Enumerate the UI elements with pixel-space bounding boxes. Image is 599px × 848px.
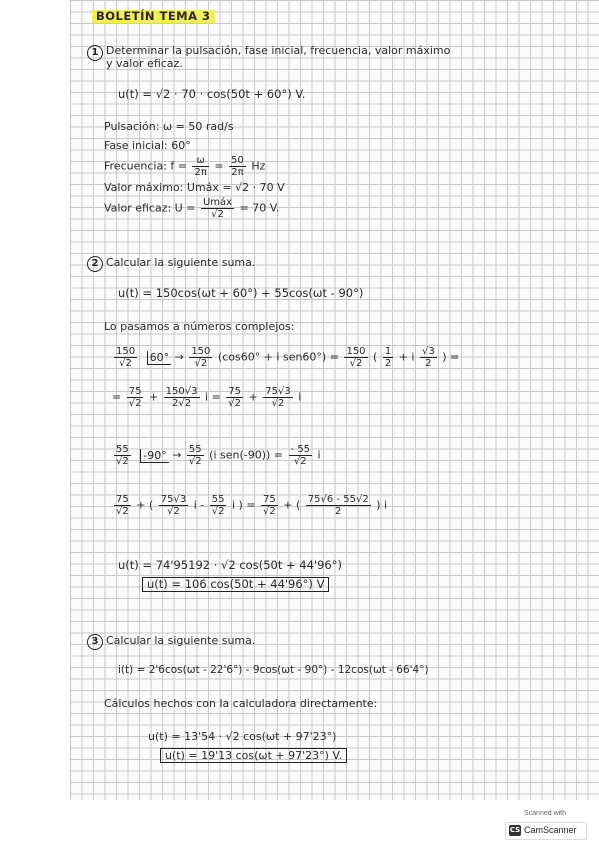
frecuencia-unit: Hz [251, 159, 266, 173]
frac-den: √2 [228, 398, 242, 409]
fraction [261, 494, 278, 517]
arrow: → [174, 350, 184, 364]
eficaz-result: = 70 V. [239, 201, 280, 215]
frac-num: ω [192, 155, 208, 167]
plus-open: + ( [136, 498, 154, 512]
scanned-with-text: Scanned with [523, 810, 567, 817]
fraction [114, 444, 131, 467]
maximo-line: Valor máximo: Umáx = √2 · 70 V [104, 181, 285, 194]
frac-den: 2π [231, 167, 244, 178]
arrow: → [172, 448, 182, 462]
frac-num: 55 [211, 494, 225, 505]
fase-line: Fase inicial: 60° [104, 139, 191, 152]
i-equals: i = [205, 390, 221, 404]
frac-den: √2 [119, 358, 132, 369]
frac-num: 150 [191, 346, 211, 357]
frac-num: 150 [116, 346, 136, 357]
frac-den: √2 [128, 398, 142, 409]
section-2-equation: u(t) = 150cos(ωt + 60°) + 55cos(ωt - 90°) [118, 286, 364, 300]
eficaz-fraction [201, 197, 234, 220]
frac-num: 75√3 [265, 386, 291, 397]
frac-num: √3 [422, 346, 435, 357]
section-1-heading-line1: Determinar la pulsación, fase inicial, frecuencia, valor máximo [106, 44, 451, 57]
frac-num: 75√3 [160, 494, 187, 505]
close-paren: ) = [442, 350, 460, 364]
frecuencia-fraction [192, 155, 208, 178]
fraction [263, 386, 292, 409]
eficaz-label: Valor eficaz: U = [104, 201, 196, 215]
section-3-result-1: u(t) = 13'54 · √2 cos(ωt + 97'23°) [148, 730, 337, 743]
frecuencia-line [104, 155, 265, 178]
section-3-heading: Calcular la siguiente suma. [106, 634, 256, 647]
fraction [164, 386, 200, 409]
frac-den: 2 [335, 506, 342, 517]
fraction [159, 494, 188, 517]
section-3-result-boxed: u(t) = 19'13 cos(ωt + 97'23°) V. [160, 748, 347, 763]
complex-line-1 [112, 346, 459, 369]
paren-expression: (cos60° + i sen60°) = [217, 350, 339, 364]
frac-den: √2 [116, 506, 129, 517]
fraction [383, 346, 393, 369]
i-close: i ) = [231, 498, 256, 512]
fraction [187, 444, 204, 467]
section-3-note: Cálculos hechos con la calculadora directamente: [104, 697, 378, 710]
camscanner-brand-text: CamScanner [524, 825, 577, 835]
frac-num: 55 [116, 444, 129, 455]
frac-num: 75 [128, 386, 142, 397]
section-1-equation: u(t) = √2 · 70 · cos(50t + 60°) V. [118, 87, 306, 101]
frac-num: 75 [116, 494, 129, 505]
close-i: ) i [376, 498, 388, 512]
plus-i: + i [398, 350, 415, 364]
fraction [127, 386, 144, 409]
equals: = [112, 390, 122, 404]
fraction [289, 444, 313, 467]
section-2-result-1: u(t) = 74'95192 · √2 cos(50t + 44'96°) [118, 558, 342, 572]
frac-num: 75 [263, 494, 276, 505]
section-1-heading-line2: y valor eficaz. [106, 57, 183, 70]
section-3-equation: i(t) = 2'6cos(ωt - 22'6°) - 9cos(ωt - 90°) - 12cos(ωt - 66'4°) [118, 664, 429, 676]
frecuencia-fraction-2 [229, 155, 246, 178]
frac-den: √2 [271, 398, 285, 409]
frac-den: 2 [384, 358, 392, 369]
frac-num: - 55 [290, 444, 311, 455]
plus: + [148, 390, 159, 404]
plus: + [248, 390, 258, 404]
i-minus: i - [193, 498, 205, 512]
frac-den: √2 [211, 506, 225, 517]
complex-line-4 [112, 494, 387, 517]
frac-den: √2 [349, 358, 363, 369]
frac-den: 2π [194, 167, 207, 178]
frac-den: √2 [263, 506, 276, 517]
eficaz-line [104, 197, 279, 220]
frac-num: 75 [228, 386, 242, 397]
frac-num: 150 [346, 346, 366, 357]
pulsacion-line: Pulsación: ω = 50 rad/s [104, 120, 234, 133]
section-2-result-boxed: u(t) = 106 cos(50t + 44'96°) V [142, 577, 329, 592]
camscanner-brand [505, 822, 587, 840]
section-3-number: 3 [87, 634, 103, 650]
section-1-number: 1 [87, 45, 103, 61]
open-paren: ( [373, 350, 378, 364]
complex-line-3 [112, 444, 321, 467]
fraction [114, 494, 131, 517]
frac-num: 75√6 - 55√2 [307, 494, 369, 505]
imag-unit: i [298, 390, 302, 404]
frac-num: 1 [384, 346, 392, 357]
page-title: BOLETÍN TEMA 3 [92, 10, 215, 23]
fraction [114, 346, 137, 369]
angle-notation: -90° [140, 449, 168, 463]
frac-den: √2 [194, 358, 208, 369]
fraction [210, 494, 227, 517]
frac-den: √2 [188, 456, 202, 467]
frac-den: 2 [425, 358, 432, 369]
frac-num: 50 [231, 155, 244, 166]
plus-open: + ( [283, 498, 301, 512]
frac-num: Umáx [202, 197, 233, 208]
complex-line-2 [112, 386, 301, 409]
frac-den: √2 [211, 209, 224, 220]
frac-den: 2√2 [172, 398, 192, 409]
section-2-number: 2 [87, 256, 103, 272]
paren-expression: (i sen(-90)) = [209, 448, 284, 462]
imag-unit: i [317, 448, 321, 462]
fraction [226, 386, 243, 409]
fraction [189, 346, 212, 369]
frecuencia-label: Frecuencia: f = [104, 159, 187, 173]
camscanner-watermark [503, 810, 587, 840]
angle-notation: 60° [147, 351, 172, 365]
frac-den: √2 [116, 456, 129, 467]
frecuencia-eq: = [214, 159, 224, 173]
fraction [306, 494, 371, 517]
fraction [344, 346, 367, 369]
section-2-heading: Calcular la siguiente suma. [106, 256, 256, 269]
section-2-note: Lo pasamos a números complejos: [104, 320, 295, 333]
frac-den: √2 [167, 506, 180, 517]
frac-num: 55 [188, 444, 202, 455]
frac-den: √2 [293, 456, 307, 467]
camscanner-logo-icon: CS [509, 826, 521, 834]
frac-num: 150√3 [165, 386, 198, 397]
fraction [420, 346, 437, 369]
